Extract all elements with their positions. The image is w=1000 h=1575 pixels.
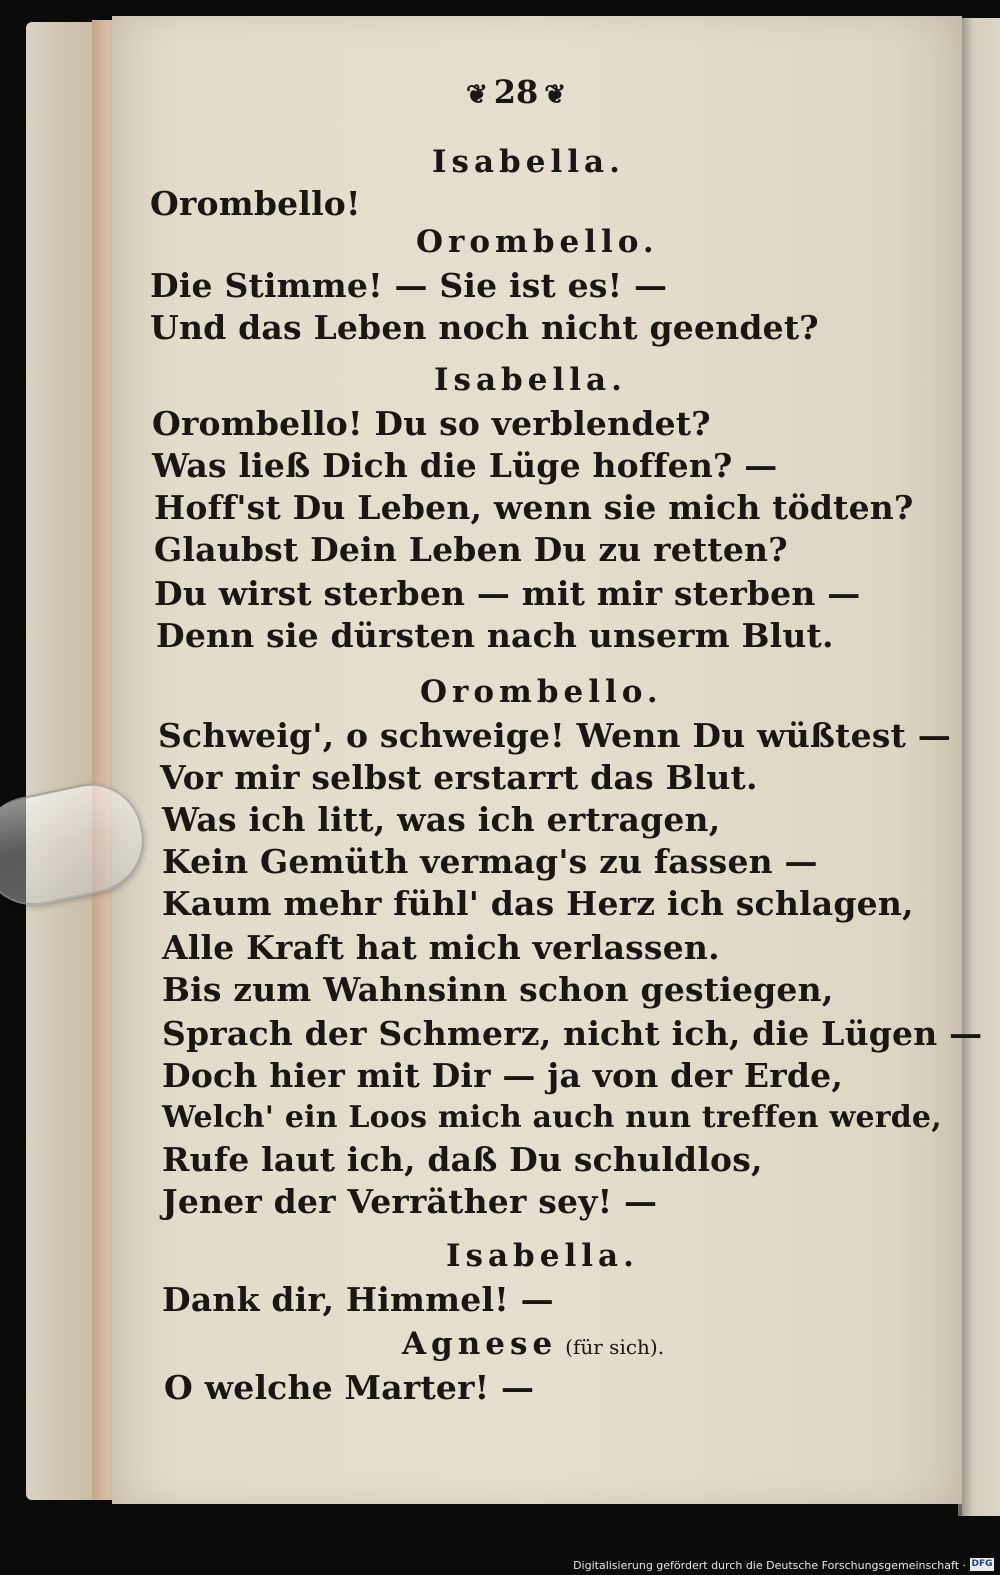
page-header bbox=[436, 72, 596, 115]
verse-line: Rufe laut ich, daß Du schuldlos, bbox=[162, 1140, 763, 1179]
speaker-heading-with-aside bbox=[402, 1324, 664, 1367]
verse-line: O welche Marter! — bbox=[164, 1368, 535, 1407]
verse-line: Orombello! Du so verblendet? bbox=[152, 404, 711, 443]
verse-line: Kaum mehr fühl' das Herz ich schlagen, bbox=[162, 884, 914, 923]
verse-line: Hoff'st Du Leben, wenn sie mich tödten? bbox=[154, 488, 914, 527]
page-number: 28 bbox=[493, 73, 539, 111]
verse-line: Welch' ein Loos mich auch nun treffen werde, bbox=[162, 1100, 942, 1135]
verse-line: Glaubst Dein Leben Du zu retten? bbox=[154, 530, 788, 569]
speaker-name: Agnese bbox=[402, 1326, 558, 1362]
verse-line: Doch hier mit Dir — ja von der Erde, bbox=[162, 1056, 844, 1095]
speaker-heading: Orombello. bbox=[420, 674, 663, 710]
next-page-edge bbox=[962, 18, 1000, 1516]
ornament-left-icon: ❦ bbox=[465, 79, 488, 110]
footer-bar bbox=[0, 1553, 1000, 1575]
verse-line: Was ließ Dich die Lüge hoffen? — bbox=[152, 446, 778, 485]
verse-line: Orombello! bbox=[150, 184, 361, 223]
verse-line: Jener der Verräther sey! — bbox=[162, 1182, 658, 1221]
stage-direction: (für sich). bbox=[565, 1335, 665, 1359]
verse-line: Kein Gemüth vermag's zu fassen — bbox=[162, 842, 818, 881]
speaker-heading: Isabella. bbox=[432, 144, 625, 180]
verse-line: Die Stimme! — Sie ist es! — bbox=[150, 266, 668, 305]
verse-line: Vor mir selbst erstarrt das Blut. bbox=[160, 758, 758, 797]
verse-line: Alle Kraft hat mich verlassen. bbox=[162, 928, 720, 967]
ornament-right-icon: ❦ bbox=[544, 79, 567, 110]
verse-line: Denn sie dürsten nach unserm Blut. bbox=[156, 616, 834, 655]
speaker-heading: Orombello. bbox=[416, 224, 659, 260]
funding-credit: Digitalisierung gefördert durch die Deutsche Forschungsgemeinschaft · bbox=[573, 1559, 966, 1572]
verse-line: Bis zum Wahnsinn schon gestiegen, bbox=[162, 970, 834, 1009]
verse-line: Und das Leben noch nicht geendet? bbox=[150, 308, 819, 347]
speaker-heading: Isabella. bbox=[446, 1238, 639, 1274]
verse-line: Dank dir, Himmel! — bbox=[162, 1280, 554, 1319]
dfg-logo: DFG bbox=[971, 1559, 993, 1569]
verse-line: Schweig', o schweige! Wenn Du wüßtest — bbox=[158, 716, 951, 755]
verse-line: Was ich litt, was ich ertragen, bbox=[162, 800, 721, 839]
speaker-heading: Isabella. bbox=[434, 362, 627, 398]
verse-line: Sprach der Schmerz, nicht ich, die Lügen — bbox=[162, 1014, 983, 1053]
verse-line: Du wirst sterben — mit mir sterben — bbox=[154, 574, 861, 613]
